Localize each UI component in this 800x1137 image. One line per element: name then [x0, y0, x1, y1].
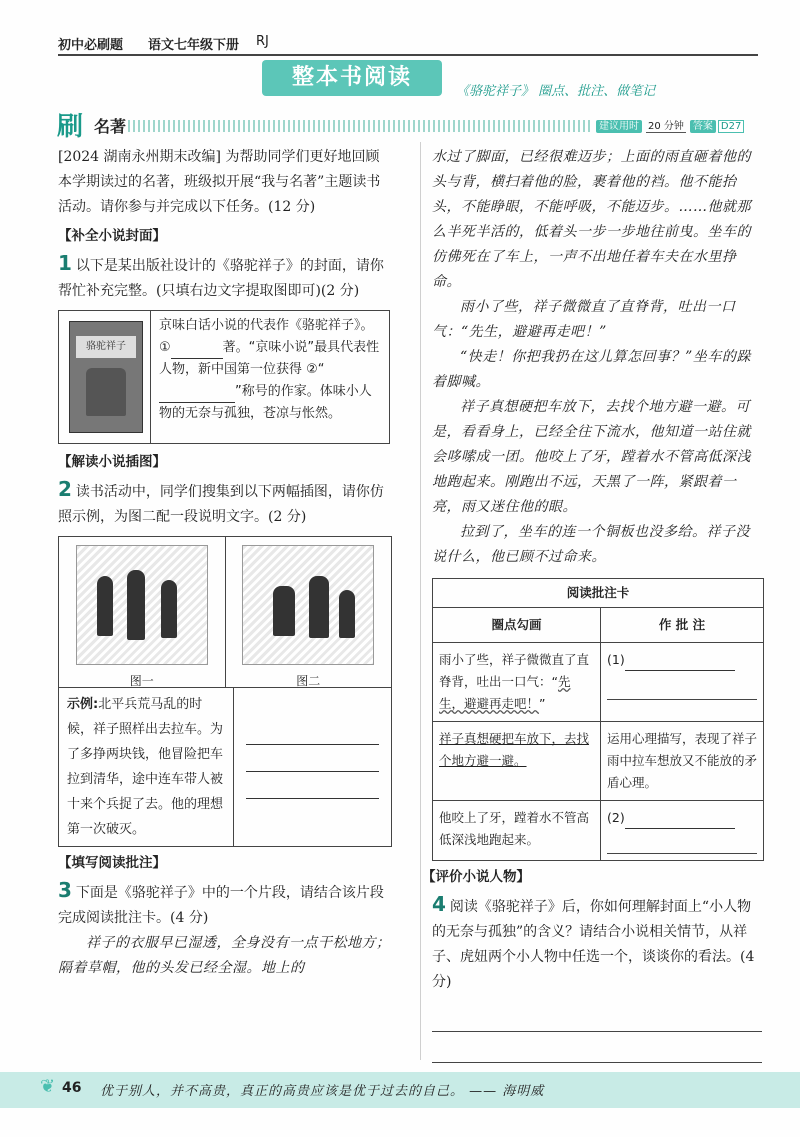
section-2-title: 【解读小说插图】 — [58, 454, 166, 470]
illustration-2 — [225, 537, 392, 687]
banner-title: 整本书阅读 — [262, 60, 442, 96]
illustration-1 — [59, 537, 225, 687]
question-2: 2 读书活动中，同学们搜集到以下两幅插图，请你仿照示例，为图二配一段说明文字。(2 分) — [58, 477, 384, 525]
left-column — [58, 145, 393, 981]
card-row-1: 雨小了些，祥子微微直了直脊背，吐出一口气：“先生，避避再走吧！” (1) — [433, 643, 763, 722]
section-4-title: 【评价小说人物】 — [422, 869, 530, 885]
section-1-title: 【补全小说封面】 — [58, 228, 166, 244]
section-3-title: 【填写阅读批注】 — [58, 855, 166, 871]
passage-p3: “快走！你把我扔在这儿算怎回事？”坐车的跺着脚喊。 — [432, 349, 751, 390]
passage-p4: 祥子真想硬把车放下，去找个地方避一避。可是，看看身上，已经全往下流水，他知道一站住就会哆嗦成一团。他咬上了牙，蹚着水不管高低深浅地跑起来。刚跑出不远，天黑了一阵，紧跟着一亮，雨又迷住他的眼。 — [432, 399, 751, 515]
shua-logo: 刷 — [57, 112, 84, 142]
book-cover-title: 骆驼祥子 — [76, 336, 136, 358]
edition: RJ — [256, 34, 269, 49]
card-row-3: 他咬上了牙，蹚着水不管高低深浅地跑起来。 (2) — [433, 801, 763, 860]
time-suggestion: 建议用时 20 分钟 答案 D27 — [596, 117, 744, 132]
annotation-card — [432, 578, 764, 861]
passage-p1: 水过了脚面，已经很难迈步；上面的雨直砸着他的头与背，横扫着他的脸，裹着他的裆。他不能抬头，不能睁眼，不能呼吸，不能迈步。……他就那么半死半活的，低着头一步一步地往前曳。坐车的仿佛死在了车上，一声不出地任着车夫在水里挣命。 — [432, 149, 751, 290]
cover-table — [58, 310, 390, 444]
column-divider — [420, 142, 421, 1060]
cover-text: 京味白话小说的代表作《骆驼祥子》。 ① 著。“京味小说”最具代表性人物，新中国第一位获得 ②“”称号的作家。体味小人物的无奈与孤独，苍凉与怅然。 — [159, 318, 380, 421]
series-name: 初中必刷题 — [58, 38, 124, 53]
banner-subtitle: 《骆驼祥子》 圈点、批注、做笔记 — [456, 84, 656, 99]
book-cover-image — [59, 311, 151, 443]
example-text: 示例:北平兵荒马乱的时候，祥子照样出去拉车。为了多挣两块钱，他冒险把车拉到清华，途中连车带人被十来个兵捉了去。他的理想第一次破灭。 — [67, 697, 224, 837]
answer-area-2[interactable] — [233, 688, 392, 846]
blank-author[interactable] — [171, 358, 223, 359]
annotation-answer-2[interactable]: (2) — [601, 801, 763, 860]
running-header — [58, 34, 758, 56]
footer-quote: 优于别人，并不高贵，真正的高贵应该是优于过去的自己。 —— 海明威 — [100, 1084, 545, 1099]
annotation-answer-1[interactable]: (1) — [601, 643, 763, 721]
decorative-stripe — [128, 120, 590, 132]
passage-start: 祥子的衣服早已湿透，全身没有一点干松地方；隔着草帽，他的头发已经全湿。地上的 — [58, 935, 391, 976]
leaf-icon: ❦ — [40, 1076, 56, 1097]
question-3: 3 下面是《骆驼祥子》中的一个片段，请结合该片段完成阅读批注卡。(4 分) — [58, 878, 384, 926]
caption-1: 图一 — [129, 674, 154, 688]
section-label: 名著 — [94, 117, 127, 136]
subject-name: 语文七年级下册 — [148, 38, 240, 53]
blank-title-honor[interactable] — [159, 402, 235, 403]
illustration-table — [58, 536, 392, 847]
passage-p5: 拉到了，坐车的连一个铜板也没多给。祥子没说什么，他已顾不过命来。 — [432, 524, 750, 565]
question-1: 1 以下是某出版社设计的《骆驼祥子》的封面，请你帮忙补充完整。(只填右边文字提取图即可)(2 分) — [58, 251, 384, 299]
card-col-1-header: 圈点勾画 — [433, 608, 601, 642]
question-4: 4 阅读《骆驼祥子》后，你如何理解封面上“小人物的无奈与孤独”的含义？请结合小说相关情节，从祥子、虎妞两个小人物中任选一个，谈谈你的看法。(4 分) — [432, 892, 755, 990]
card-title: 阅读批注卡 — [433, 579, 763, 608]
card-row-2: 祥子真想硬把车放下，去找个地方避一避。 运用心理描写，表现了祥子雨中拉车想放又不能放的矛盾心理。 — [433, 722, 763, 801]
right-column — [422, 145, 762, 1094]
card-col-2-header: 作 批 注 — [658, 617, 706, 632]
caption-2: 图二 — [296, 674, 321, 688]
page-number: 46 — [62, 1080, 82, 1096]
intro-text: [2024 湖南永州期末改编] 为帮助同学们更好地回顾本学期读过的名著，班级拟开展“我与名著”主题读书活动。请你参与并完成以下任务。(12 分) — [58, 149, 381, 215]
passage-p2: 雨小了些，祥子微微直了直脊背，吐出一口气：“先生，避避再走吧！” — [432, 299, 736, 340]
